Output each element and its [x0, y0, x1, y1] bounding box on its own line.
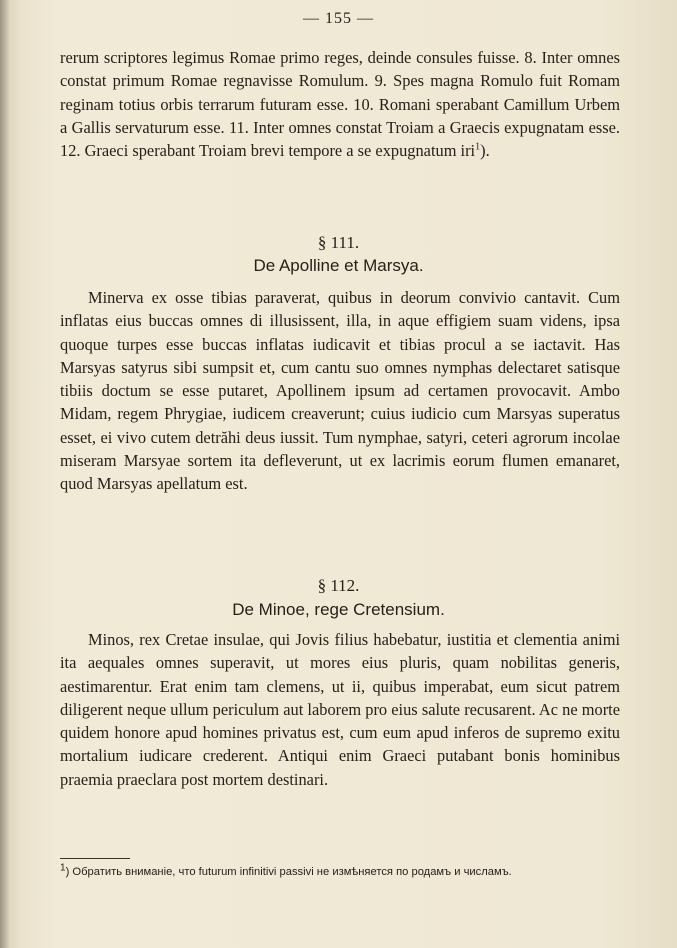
section-title-112: De Minoe, rege Cretensium. — [232, 600, 445, 619]
section-number-112: § 112. — [317, 576, 360, 595]
section-title-111: De Apolline et Marsya. — [253, 256, 424, 275]
section-text-112: Minos, rex Cretae insulae, qui Jovis filius habebatur, iustitia et clementia animi ita aequales omnes superavit, ut mores eius pluris, quam nobilitas generis, aestimarentur. Erat enim tam clemens, ut ii, quibus imperabat, eum sicut patrem diligerent neque ullum periculum aut laborem pro eius salute recusarent. Ac ne morte quidem honore apud homines privatus est, cum eum apud inferos de supremo exitu mortalium iudicare crederent. Antiqui enim Graeci putabant bonis hominibus praemia praeclara post mortem destinari. — [60, 630, 620, 789]
footnote-mark: 1 — [60, 862, 66, 874]
paragraph-continuation-end: ). — [480, 141, 490, 161]
section-number-111: § 111. — [317, 233, 360, 252]
section-body-112 — [60, 628, 620, 791]
footnote — [60, 864, 620, 881]
section-text-111: Minerva ex osse tibias paraverat, quibus in deorum convivio cantavit. Cum inflatas eius buccas omnes di illusissent, illa, in aque effigiem suam videns, ipsa quoque turpes esse buccas inflatas iudicavit et tibias procul a se iactavit. Has Marsyas satyrus sibi sumpsit et, cum cantu suo omnes nymphas delectaret satisque tibiis doctum se esse putaret, Apollinem ipsum ad certamen provocavit. Ambo Midam, regem Phrygiae, iudicem creaverunt; cuius iudicio cum Marsyas superatus esset, ei vivo cutem detrăhi deus iussit. Tum nymphae, satyri, ceteri agrorum incolae miseram Marsyae sortem ita defleverunt, ut ex lacrimis eorum flumen emanaret, quod Marsyas apellatum est. — [60, 288, 620, 494]
paragraph-continuation — [60, 46, 620, 162]
section-body-111 — [60, 286, 620, 496]
page-edge-shadow — [0, 0, 9, 948]
footnote-text: ) Обратить вниманіе, что futurum infinitivi passivi не измѣняется по родамъ и числамъ. — [65, 866, 512, 878]
footnote-reference: 1 — [475, 141, 481, 153]
paragraph-continuation-text: rerum scriptores legimus Romae primo reges, deinde consules fuisse. 8. Inter omnes constat primum Romae regnavisse Romulum. 9. Spes magna Romulo fuit Romam reginam totius orbis terrarum futuram esse. 10. Romani sperabant Camillum Urbem a Gallis servaturum esse. 11. Inter omnes constat Troiam a Graecis expugnatam esse. 12. Graeci sperabant Troiam brevi tempore a se expugnatum iri — [60, 48, 620, 161]
footnote-divider — [60, 858, 130, 859]
page-number: — 155 — — [303, 10, 374, 27]
